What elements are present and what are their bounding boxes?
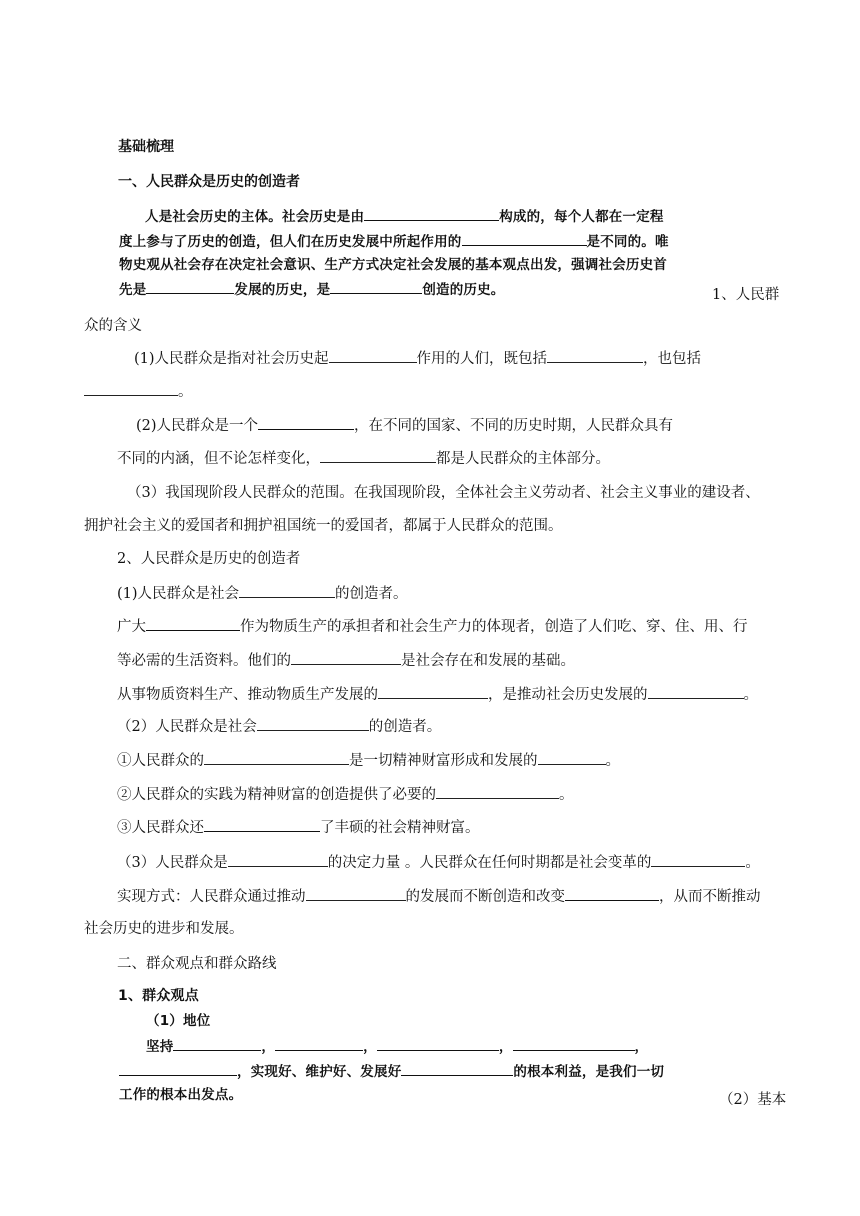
page-heading: 基础梳理 (118, 139, 174, 155)
sub2-title: 2、人民群众是历史的创造者 (117, 551, 301, 567)
q1-line: (1)人民群众是社会 的创造者。 (117, 583, 408, 604)
section2-sub1-2: （2）基本 (719, 1092, 787, 1108)
section2-r2: ，实现好、维护好、发展好 的根本利益，是我们一切 (119, 1061, 664, 1082)
section2-sub1-1: （1）地位 (146, 1013, 211, 1029)
intro-line-4: 先是 发展的历史，是 创造的历史。 (119, 279, 505, 300)
q1d-line: 从事物质资料生产、推动物质生产发展的 ，是推动社会历史发展的 。 (117, 684, 758, 705)
q2a-line: ①人民群众的 是一切精神财富形成和发展的 。 (117, 750, 620, 771)
intro-line-2: 度上参与了历史的创造，但人们在历史发展中所起作用的 是不同的。唯 (119, 231, 669, 252)
q1b-line: 广大 作为物质生产的承担者和社会生产力的体现者，创造了人们吃、穿、住、用、行 (117, 616, 748, 637)
q2b-line: ②人民群众的实践为精神财富的创造提供了必要的 。 (117, 784, 574, 805)
p3-line-1: （3）我国现阶段人民群众的范围。在我国现阶段，全体社会主义劳动者、社会主义事业的建设者、 (127, 485, 760, 501)
sub1-title-a: 1、人民群 (712, 287, 780, 303)
q3-line: （3）人民群众是 的决定力量 。人民群众在任何时期都是社会变革的 。 (117, 852, 760, 873)
p3-line-2: 拥护社会主义的爱国者和拥护祖国统一的爱国者，都属于人民群众的范围。 (84, 518, 563, 534)
q2c-line: ③人民群众还 了丰硕的社会精神财富。 (117, 817, 480, 838)
p2-line-2: 不同的内涵，但不论怎样变化， 都是人民群众的主体部分。 (117, 448, 610, 469)
p2-line: (2)人民群众是一个 ，在不同的国家、不同的历史时期，人民群众具有 (136, 415, 673, 436)
intro-line-3: 物史观从社会存在决定社会意识、生产方式决定社会发展的基本观点出发，强调社会历史首 (119, 257, 667, 273)
q1c-line: 等必需的生活资料。他们的 是社会存在和发展的基础。 (117, 650, 575, 671)
p1-line: (1)人民群众是指对社会历史起 作用的人们，既包括 ，也包括 (134, 348, 701, 369)
section2-sub1: 1、群众观点 (118, 988, 199, 1004)
sub1-title-b: 众的含义 (84, 318, 142, 334)
section2-title: 二、群众观点和群众路线 (117, 956, 277, 972)
section2-r3: 工作的根本出发点。 (119, 1087, 243, 1103)
p1-line-2: 。 (84, 381, 193, 402)
q4b-line: 社会历史的进步和发展。 (84, 921, 244, 937)
q2-line: （2）人民群众是社会 的创造者。 (117, 716, 441, 737)
section1-title: 一、人民群众是历史的创造者 (118, 174, 300, 190)
section2-r1: 坚持 ， ， ， ， (146, 1036, 648, 1057)
intro-line-1: 人是社会历史的主体。社会历史是由 构成的，每个人都在一定程 (145, 206, 664, 227)
q4-line: 实现方式：人民群众通过推动 的发展而不断创造和改变 ，从而不断推动 (117, 886, 761, 907)
